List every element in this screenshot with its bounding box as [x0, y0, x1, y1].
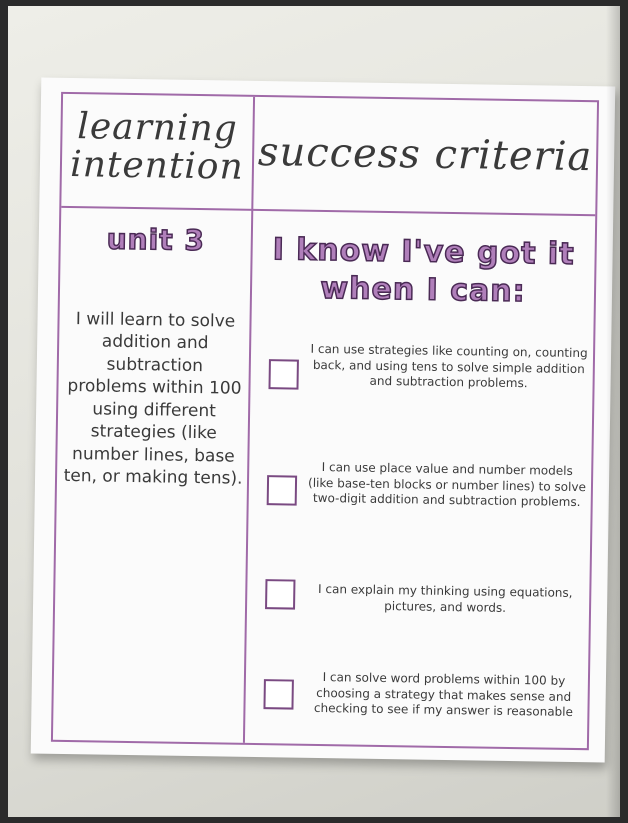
criterion-checkbox-3: [265, 579, 295, 609]
photo-background: [8, 6, 620, 817]
unit-title: unit 3: [106, 222, 206, 258]
criterion-checkbox-4: [263, 679, 293, 709]
criterion-text-2: I can use place value and number models (like base-ten blocks or number lines) to solve two-digit addition and subtraction problems.: [307, 459, 587, 510]
poster-frame: [51, 92, 599, 750]
header-divider: [61, 206, 595, 216]
criterion-checkbox-1: [268, 359, 298, 389]
criterion-text-4: I can solve word problems within 100 by choosing a strategy that makes sense and checking to see if my answer is reasonable: [313, 670, 574, 720]
learning-intention-text: I will learn to solve addition and subtraction problems within 100 using different strategies (like number lines, base ten, or making tens).: [63, 309, 243, 489]
success-criteria-heading: success criteria: [257, 128, 593, 181]
criterion-text-1: I can use strategies like counting on, counting back, and using tens to solve simple addition and subtraction problems.: [310, 341, 588, 391]
criterion-text-3: I can explain my thinking using equations, pictures, and words.: [317, 581, 573, 615]
success-title: I know I've got it when I can:: [272, 232, 575, 309]
learning-intention-heading: learning intention: [69, 106, 245, 188]
learning-poster: [31, 78, 616, 763]
column-divider: [243, 97, 255, 743]
criterion-checkbox-2: [267, 475, 297, 505]
